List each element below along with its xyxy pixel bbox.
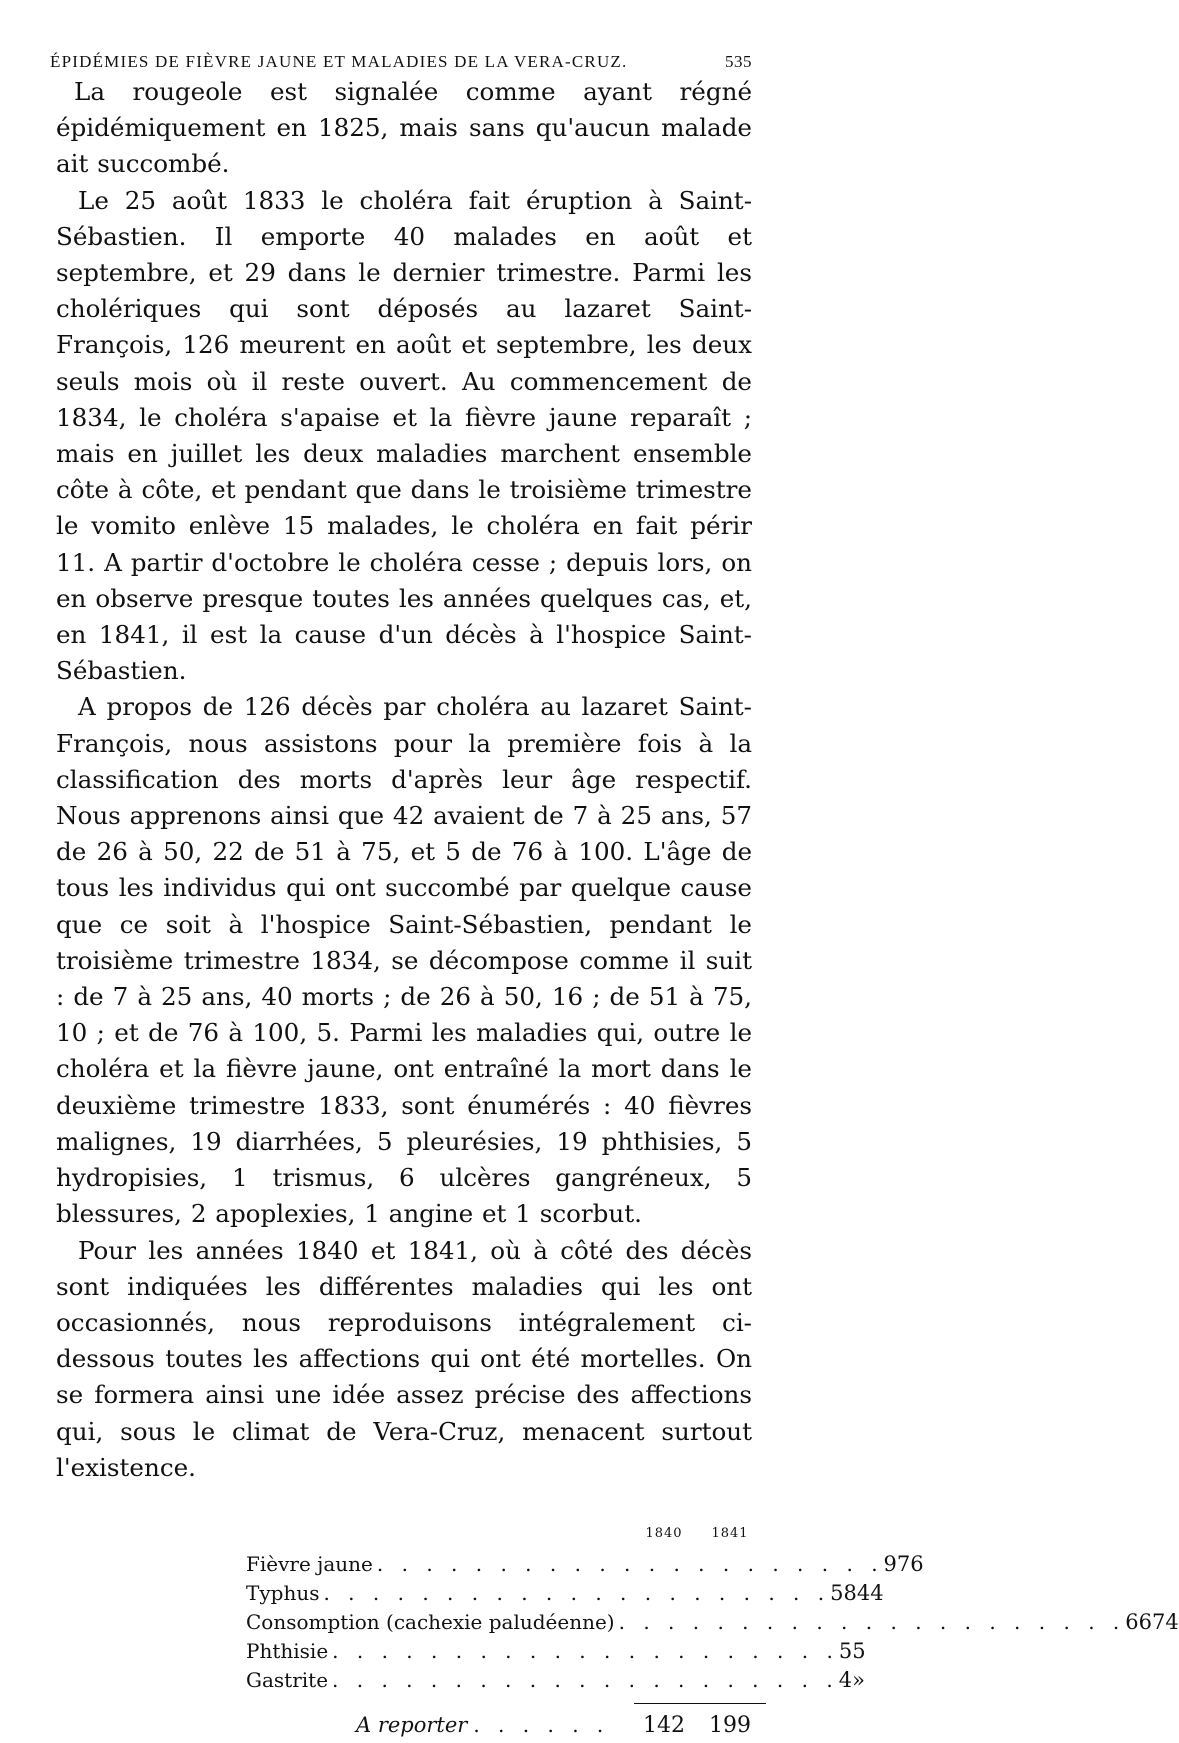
value-1840: 5 bbox=[838, 1638, 853, 1663]
value-1841: 44 bbox=[856, 1580, 884, 1605]
table-header bbox=[246, 1526, 766, 1550]
table-row bbox=[246, 1637, 866, 1666]
leader-dots: . . . . . . . . . . . . . . . . . . . . . bbox=[376, 1551, 884, 1576]
paragraph: Le 25 août 1833 le choléra fait éruption à Saint-Sébastien. Il emporte 40 malades en août et septembre, et 29 dans le dernier trimestre. Parmi les cholériques qui sont déposés au lazaret Saint-François, 126 meurent en août et septembre, les deux seuls mois où il reste ouvert. Au commencement de 1834, le choléra s'apaise et la fièvre jaune reparaît ; mais en juillet les deux maladies marchent ensemble côte à côte, et pendant que dans le troisième trimestre le vomito enlève 15 malades, le choléra en fait périr 11. A partir d'octobre le choléra cesse ; depuis lors, on en observe presque toutes les années quelques cas, et, en 1841, il est la cause d'un décès à l'hospice Saint-Sébastien. bbox=[56, 185, 752, 686]
value-1840: 4 bbox=[838, 1667, 853, 1692]
column-header: 1841 bbox=[711, 1525, 749, 1541]
paragraph: Pour les années 1840 et 1841, où à côté des décès sont indiquées les différentes maladies qui les ont occasionnés, nous reproduisons intégralement ci-dessous toutes les affections qui ont été mortelles. On se formera ainsi une idée assez précise des affections qui, sous le climat de Vera-Cruz, menacent surtout l'existence. bbox=[56, 1235, 752, 1482]
row-label: Gastrite bbox=[246, 1667, 329, 1692]
total-1841: 199 bbox=[709, 1712, 751, 1738]
value-1841: 74 bbox=[1152, 1609, 1179, 1634]
table-row bbox=[246, 1579, 884, 1608]
running-head bbox=[50, 52, 752, 72]
value-1841: » bbox=[852, 1667, 865, 1692]
leader-dots: . . . . . . bbox=[473, 1712, 610, 1737]
row-label: Consomption (cachexie paludéenne) bbox=[246, 1609, 615, 1634]
leader-dots: . . . . . . . . . . . . . . . . . . . . . bbox=[618, 1609, 1126, 1634]
mortality-table bbox=[246, 1525, 1179, 1742]
column-header: 1840 bbox=[645, 1525, 683, 1541]
value-1840: 58 bbox=[830, 1580, 857, 1605]
running-title: ÉPIDÉMIES DE FIÈVRE JAUNE ET MALADIES DE LA VERA-CRUZ. bbox=[50, 52, 628, 71]
paragraph: A propos de 126 décès par choléra au lazaret Saint-François, nous assistons pour la première fois à la classification des morts d'après leur âge respectif. Nous apprenons ainsi que 42 avaient de 7 à 25 ans, 57 de 26 à 50, 22 de 51 à 75, et 5 de 76 à 100. L'âge de tous les individus qui ont succombé par quelque cause que ce soit à l'hospice Saint-Sébastien, pendant le troisième trimestre 1834, se décompose comme il suit : de 7 à 25 ans, 40 morts ; de 26 à 50, 16 ; de 51 à 75, 10 ; et de 76 à 100, 5. Parmi les maladies qui, outre le choléra et la fièvre jaune, ont entraîné la mort dans le deuxième trimestre 1833, sont énumérés : 40 fièvres malignes, 19 diarrhées, 5 pleurésies, 19 phthisies, 5 hydropisies, 1 trismus, 6 ulcères gangréneux, 5 blessures, 2 apoplexies, 1 angine et 1 scorbut. bbox=[56, 692, 752, 1229]
value-1841: 5 bbox=[852, 1638, 866, 1663]
paragraph: La rougeole est signalée comme ayant régné épidémiquement en 1825, mais sans qu'aucun malade ait succombé. bbox=[56, 77, 752, 179]
value-1840: 9 bbox=[883, 1551, 897, 1576]
leader-dots: . . . . . . . . . . . . . . . . . . . . . bbox=[332, 1638, 839, 1663]
body-text bbox=[56, 74, 752, 1486]
table-row bbox=[246, 1608, 1179, 1637]
total-row bbox=[246, 1708, 766, 1742]
row-label: Fièvre jaune bbox=[246, 1551, 373, 1576]
leader-dots: . . . . . . . . . . . . . . . . . . . . . bbox=[332, 1667, 839, 1692]
row-label: Typhus bbox=[246, 1580, 320, 1605]
table-row bbox=[246, 1666, 865, 1695]
total-rule bbox=[246, 1703, 766, 1704]
value-1841: 76 bbox=[896, 1551, 924, 1576]
total-1840: 142 bbox=[643, 1712, 685, 1738]
leader-dots: . . . . . . . . . . . . . . . . . . . . . bbox=[323, 1580, 831, 1605]
page-number: 535 bbox=[725, 52, 752, 71]
value-1840: 66 bbox=[1125, 1609, 1152, 1634]
table-row bbox=[246, 1550, 924, 1579]
rule-line bbox=[634, 1703, 766, 1704]
total-label: A reporter bbox=[356, 1712, 468, 1737]
row-label: Phthisie bbox=[246, 1638, 329, 1663]
